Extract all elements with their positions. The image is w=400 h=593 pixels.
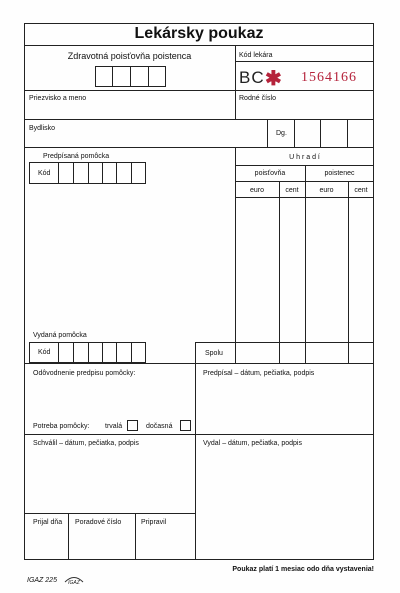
- received-date-label: Prijal dňa: [33, 519, 63, 526]
- dg-cell-3: [347, 119, 348, 147]
- igaz-logo-icon: [63, 573, 85, 585]
- issued-code-box-1[interactable]: [58, 342, 74, 363]
- issued-code-box-5[interactable]: [116, 342, 132, 363]
- form-serial-number: 1564166: [301, 70, 357, 85]
- insurer-code-box-2[interactable]: [112, 66, 131, 87]
- justification-bottom-line: [24, 434, 374, 435]
- frame-bottom-line: [24, 559, 374, 560]
- prescribed-code-box-6[interactable]: [131, 162, 146, 184]
- need-permanent-label: trvalá: [105, 423, 123, 430]
- need-label: Potreba pomôcky:: [33, 423, 90, 430]
- insured-cent-label: cent: [354, 187, 368, 194]
- approved-label: Schválil – dátum, pečiatka, podpis: [33, 440, 139, 447]
- prescribed-code-label: Kód: [38, 170, 51, 177]
- insurer-code-box-1[interactable]: [95, 66, 113, 87]
- insurer-label: Zdravotná poisťovňa poistenca: [67, 51, 192, 61]
- name-label: Priezvisko a meno: [29, 95, 87, 102]
- frame-right-line: [373, 23, 374, 559]
- asterisk-icon: ✱: [265, 68, 282, 90]
- row2-bottom-line: [24, 119, 374, 120]
- form-title: Lekársky poukaz: [134, 25, 264, 42]
- validity-note: Poukaz platí 1 mesiac odo dňa vystavenia!: [232, 566, 374, 573]
- approved-bottom-line: [24, 513, 195, 514]
- insurer-code-box-4[interactable]: [148, 66, 166, 87]
- prescriber-label: Predpísal – dátum, pečiatka, podpis: [203, 370, 315, 377]
- issued-code-box-4[interactable]: [102, 342, 117, 363]
- row1-bottom-line: [24, 90, 374, 91]
- prescribed-code-box-4[interactable]: [102, 162, 117, 184]
- issued-code-box-3[interactable]: [88, 342, 103, 363]
- form-series: BC: [239, 68, 265, 87]
- insurer-code-box-3[interactable]: [130, 66, 149, 87]
- diagnosis-label: Dg.: [276, 130, 287, 137]
- frame-left-line: [24, 23, 25, 559]
- issued-code-label: Kód: [38, 349, 51, 356]
- prescribed-code-box-1[interactable]: [58, 162, 74, 184]
- igaz-logo: [63, 572, 85, 584]
- doctor-code-label: Kód lekára: [239, 52, 273, 59]
- dg-left-line: [267, 119, 268, 147]
- insurer-cent-line: [279, 181, 280, 363]
- sequence-divider: [135, 513, 136, 559]
- justification-label: Odôvodnenie predpisu pomôcky:: [33, 370, 136, 377]
- total-label: Spolu: [205, 350, 223, 357]
- address-label: Bydlisko: [29, 125, 56, 132]
- dispensed-label: Vydal – dátum, pečiatka, podpis: [203, 440, 302, 447]
- row1-divider: [235, 45, 236, 120]
- dg-cell-2: [320, 119, 321, 147]
- issued-code-box-6[interactable]: [131, 342, 146, 363]
- sequence-label: Poradové číslo: [75, 519, 122, 526]
- payments-sub-line: [235, 181, 374, 182]
- total-top-line: [195, 342, 374, 343]
- prescribed-code-box-2[interactable]: [73, 162, 89, 184]
- need-permanent-checkbox[interactable]: [127, 420, 138, 431]
- received-divider: [68, 513, 69, 559]
- logo-text: IGAZ: [68, 580, 80, 585]
- insured-euro-label: euro: [319, 187, 334, 194]
- insured-column-label: poistenec: [324, 170, 355, 177]
- need-temporary-label: dočasná: [146, 423, 173, 430]
- prescribed-code-box-3[interactable]: [88, 162, 103, 184]
- prescribed-aid-label: Predpísaná pomôcka: [43, 153, 110, 160]
- insurer-euro-label: euro: [249, 187, 264, 194]
- issued-aid-label: Vydaná pomôcka: [33, 332, 87, 339]
- form-code: IGAZ 225: [27, 577, 57, 584]
- frame-top-line: [24, 45, 374, 46]
- dg-cell-1: [294, 119, 295, 147]
- insurer-cent-label: cent: [285, 187, 299, 194]
- insurer-column-label: poisťovňa: [254, 170, 286, 177]
- birth-number-label: Rodné číslo: [239, 95, 276, 102]
- total-bottom-line: [24, 363, 374, 364]
- need-temporary-checkbox[interactable]: [180, 420, 191, 431]
- issued-code-box-2[interactable]: [73, 342, 89, 363]
- doctor-code-underline: [235, 61, 374, 62]
- payments-head-bottom-line: [235, 197, 374, 198]
- row3-bottom-line: [24, 147, 374, 148]
- payments-header: U h r a d í: [289, 154, 320, 161]
- prescribed-code-box-5[interactable]: [116, 162, 132, 184]
- prepared-label: Pripravil: [141, 519, 167, 526]
- title-top-line: [24, 23, 374, 24]
- lower-middle-line: [195, 342, 196, 559]
- insured-cent-line: [348, 181, 349, 363]
- payments-left-line: [235, 147, 236, 363]
